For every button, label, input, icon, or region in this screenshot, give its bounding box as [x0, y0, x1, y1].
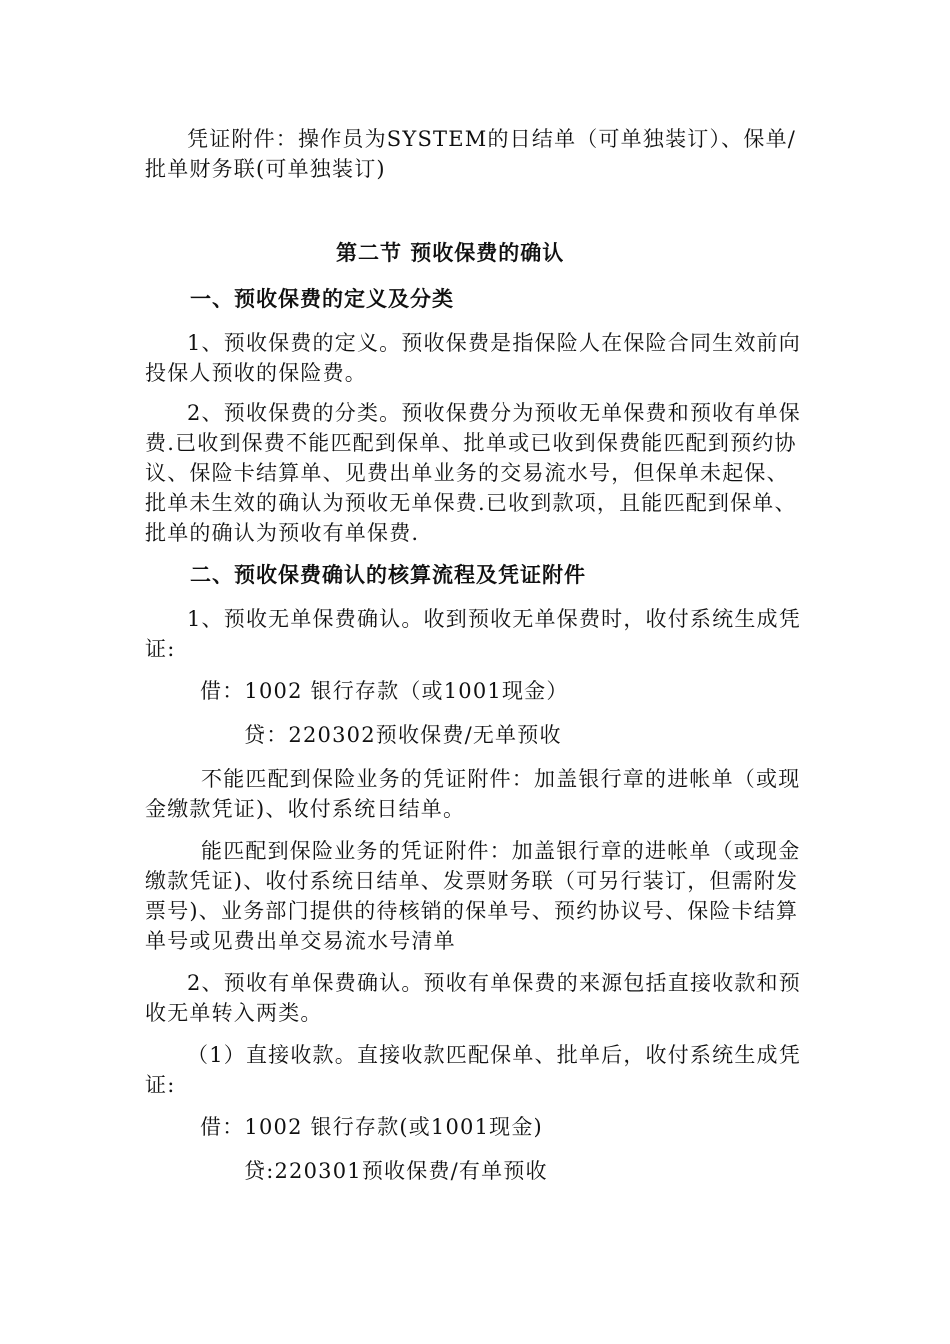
journal-entry-credit-1: 贷：220302预收保费/无单预收: [244, 723, 562, 747]
line: 能匹配到保险业务的凭证附件：加盖银行章的进帐单（或现金: [201, 839, 801, 863]
line: 批单未生效的确认为预收无单保费.已收到款项，且能匹配到保单、: [145, 491, 797, 515]
line: 批单财务联(可单独装订): [145, 157, 386, 181]
line: 缴款凭证)、收付系统日结单、发票财务联（可另行装订，但需附发: [145, 869, 799, 893]
line: 2、预收有单保费确认。预收有单保费的来源包括直接收款和预: [187, 971, 801, 995]
line: 金缴款凭证)、收付系统日结单。: [145, 797, 466, 821]
with-policy-premium-paragraph: [145, 968, 807, 1028]
direct-receipt-paragraph: [145, 1040, 807, 1100]
line: 收无单转入两类。: [145, 1001, 323, 1025]
section-title: 第二节 预收保费的确认: [336, 241, 565, 265]
line: 证:: [145, 1073, 176, 1097]
line: 费.已收到保费不能匹配到保单、批单或已收到保费能匹配到预约协: [145, 431, 797, 455]
matched-attachment-paragraph: [145, 836, 807, 956]
line: 1、预收无单保费确认。收到预收无单保费时，收付系统生成凭: [187, 607, 801, 631]
line: 批单的确认为预收有单保费.: [145, 521, 420, 545]
no-policy-premium-paragraph: [145, 604, 807, 664]
line: 1、预收保费的定义。预收保费是指保险人在保险合同生效前向: [187, 331, 801, 355]
unmatched-attachment-paragraph: [145, 764, 807, 824]
line: （1）直接收款。直接收款匹配保单、批单后，收付系统生成凭: [187, 1043, 801, 1067]
journal-entry-debit-1: 借：1002 银行存款（或1001现金）: [200, 679, 569, 703]
line: 证:: [145, 637, 176, 661]
line: 2、预收保费的分类。预收保费分为预收无单保费和预收有单保: [187, 401, 801, 425]
definition-paragraph: [145, 328, 807, 388]
classification-paragraph: [145, 398, 807, 548]
line: 凭证附件：操作员为SYSTEM的日结单（可单独装订）、保单/: [187, 127, 797, 151]
line: 议、保险卡结算单、见费出单业务的交易流水号，但保单未起保、: [145, 461, 789, 485]
journal-entry-credit-2: 贷:220301预收保费/有单预收: [244, 1159, 548, 1183]
line: 不能匹配到保险业务的凭证附件：加盖银行章的进帐单（或现: [201, 767, 801, 791]
line: 票号)、业务部门提供的待核销的保单号、预约协议号、保险卡结算: [145, 899, 799, 923]
heading-definition: 一、预收保费的定义及分类: [190, 287, 454, 311]
attachment-note-paragraph: [145, 124, 807, 184]
line: 投保人预收的保险费。: [145, 361, 367, 385]
heading-accounting-process: 二、预收保费确认的核算流程及凭证附件: [190, 563, 586, 587]
journal-entry-debit-2: 借：1002 银行存款(或1001现金): [200, 1115, 543, 1139]
line: 单号或见费出单交易流水号清单: [145, 929, 456, 953]
